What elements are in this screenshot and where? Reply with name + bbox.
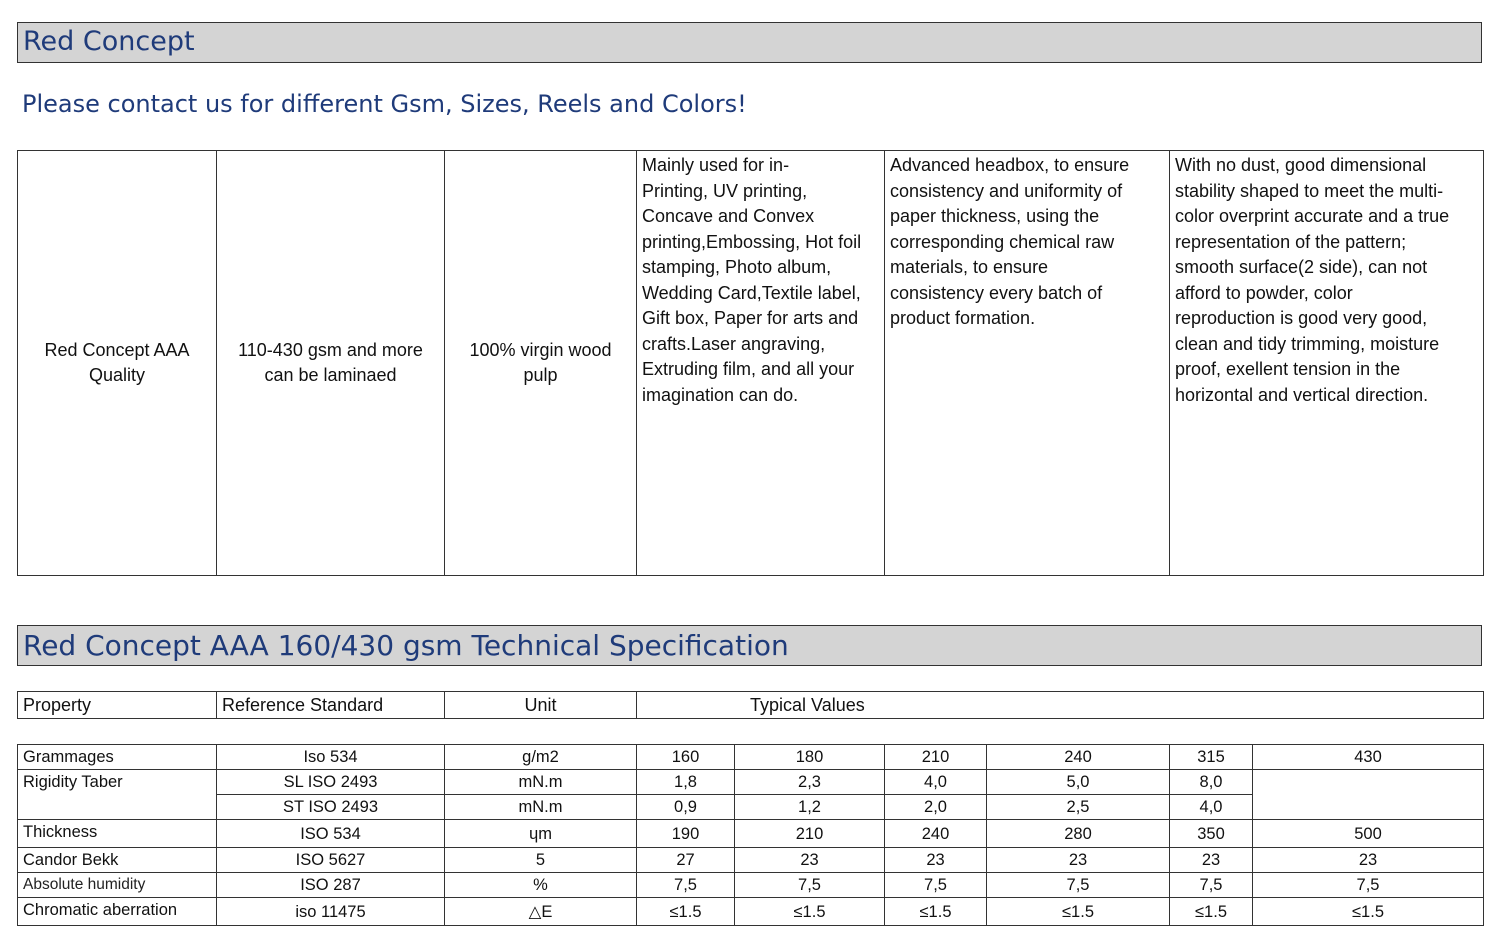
unit-cell: 5 bbox=[445, 848, 637, 873]
value-cell: ≤1.5 bbox=[1253, 898, 1484, 926]
value-cell: 180 bbox=[735, 745, 885, 770]
unit-cell: mN.m bbox=[445, 770, 637, 795]
value-cell: 27 bbox=[637, 848, 735, 873]
value-cell: 5,0 bbox=[987, 770, 1170, 795]
unit-cell: △E bbox=[445, 898, 637, 926]
value-cell: 7,5 bbox=[1170, 873, 1253, 898]
value-cell: 2,5 bbox=[987, 795, 1170, 820]
value-cell: 1,2 bbox=[735, 795, 885, 820]
product-uses-cell: Mainly used for in- Printing, UV printing, Concave and Convex printing,Embossing, Hot foil stamping, Photo album, Wedding Card,Textile label, Gift box, Paper for arts and crafts.Laser angraving, Extruding film, and all your imagination can do. bbox=[637, 151, 885, 576]
value-cell: 500 bbox=[1253, 820, 1484, 848]
value-cell: 23 bbox=[1253, 848, 1484, 873]
product-gsm-cell: 110-430 gsm and more can be laminaed bbox=[217, 151, 445, 576]
values-column-header: Typical Values bbox=[637, 692, 1484, 719]
product-features-cell: With no dust, good dimensional stability shaped to meet the multi- color overprint accurate and a true representation of the pattern; smooth surface(2 side), can not afford to powder, color reproduction is good very good, clean and tidy trimming, moisture proof, exellent tension in the horizontal and vertical direction. bbox=[1170, 151, 1484, 576]
value-cell: 210 bbox=[735, 820, 885, 848]
value-cell: 7,5 bbox=[885, 873, 987, 898]
spec-header-table bbox=[17, 691, 1484, 719]
property-cell: Grammages bbox=[18, 745, 217, 770]
spec-row-grammages bbox=[18, 745, 1484, 770]
value-cell: 2,0 bbox=[885, 795, 987, 820]
standard-column-header: Reference Standard bbox=[217, 692, 445, 719]
value-cell: ≤1.5 bbox=[885, 898, 987, 926]
spec-row-absolute-humidity bbox=[18, 873, 1484, 898]
value-cell: 0,9 bbox=[637, 795, 735, 820]
property-cell: Thickness bbox=[18, 820, 217, 848]
spec-header-row bbox=[18, 692, 1484, 719]
spec-values-table bbox=[17, 744, 1484, 926]
value-cell: 23 bbox=[987, 848, 1170, 873]
property-column-header: Property bbox=[18, 692, 217, 719]
standard-cell: ST ISO 2493 bbox=[217, 795, 445, 820]
value-cell: 430 bbox=[1253, 745, 1484, 770]
value-cell: 23 bbox=[735, 848, 885, 873]
standard-cell: SL ISO 2493 bbox=[217, 770, 445, 795]
property-cell: Candor Bekk bbox=[18, 848, 217, 873]
standard-cell: ISO 534 bbox=[217, 820, 445, 848]
value-cell: 315 bbox=[1170, 745, 1253, 770]
value-cell: 23 bbox=[885, 848, 987, 873]
product-material-cell: 100% virgin wood pulp bbox=[445, 151, 637, 576]
value-cell: 240 bbox=[885, 820, 987, 848]
value-cell: 2,3 bbox=[735, 770, 885, 795]
value-cell: ≤1.5 bbox=[1170, 898, 1253, 926]
unit-cell: g/m2 bbox=[445, 745, 637, 770]
value-cell: 350 bbox=[1170, 820, 1253, 848]
value-cell: 280 bbox=[987, 820, 1170, 848]
property-cell: Rigidity Taber bbox=[18, 770, 217, 820]
value-cell: ≤1.5 bbox=[987, 898, 1170, 926]
unit-cell: ɥm bbox=[445, 820, 637, 848]
section-header-technical-spec: Red Concept AAA 160/430 gsm Technical Specification bbox=[17, 625, 1482, 666]
product-name-cell: Red Concept AAA Quality bbox=[18, 151, 217, 576]
standard-cell: iso 11475 bbox=[217, 898, 445, 926]
unit-cell: mN.m bbox=[445, 795, 637, 820]
value-cell: 7,5 bbox=[987, 873, 1170, 898]
value-cell: 210 bbox=[885, 745, 987, 770]
product-process-cell: Advanced headbox, to ensure consistency and uniformity of paper thickness, using the corresponding chemical raw materials, to ensure consistency every batch of product formation. bbox=[885, 151, 1170, 576]
value-cell: 4,0 bbox=[885, 770, 987, 795]
standard-cell: ISO 5627 bbox=[217, 848, 445, 873]
product-description-row bbox=[18, 151, 1484, 576]
value-cell: 23 bbox=[1170, 848, 1253, 873]
product-description-table bbox=[17, 150, 1484, 576]
section-header-red-concept: Red Concept bbox=[17, 22, 1482, 63]
spec-row-chromatic-aberration bbox=[18, 898, 1484, 926]
value-cell: 1,8 bbox=[637, 770, 735, 795]
value-cell: 240 bbox=[987, 745, 1170, 770]
property-cell: Absolute humidity bbox=[18, 873, 217, 898]
value-cell: 7,5 bbox=[637, 873, 735, 898]
value-cell: 160 bbox=[637, 745, 735, 770]
value-cell: 7,5 bbox=[1253, 873, 1484, 898]
unit-cell: % bbox=[445, 873, 637, 898]
property-cell: Chromatic aberration bbox=[18, 898, 217, 926]
contact-note: Please contact us for different Gsm, Sizes, Reels and Colors! bbox=[22, 90, 747, 118]
spec-row-thickness bbox=[18, 820, 1484, 848]
value-cell: ≤1.5 bbox=[735, 898, 885, 926]
standard-cell: ISO 287 bbox=[217, 873, 445, 898]
unit-column-header: Unit bbox=[445, 692, 637, 719]
value-cell: 7,5 bbox=[735, 873, 885, 898]
standard-cell: Iso 534 bbox=[217, 745, 445, 770]
value-cell: 4,0 bbox=[1170, 795, 1253, 820]
value-cell: 190 bbox=[637, 820, 735, 848]
spec-row-candor-bekk bbox=[18, 848, 1484, 873]
value-cell: ≤1.5 bbox=[637, 898, 735, 926]
spec-row-rigidity-sl bbox=[18, 770, 1484, 795]
value-cell: 8,0 bbox=[1170, 770, 1253, 795]
value-cell bbox=[1253, 770, 1484, 820]
